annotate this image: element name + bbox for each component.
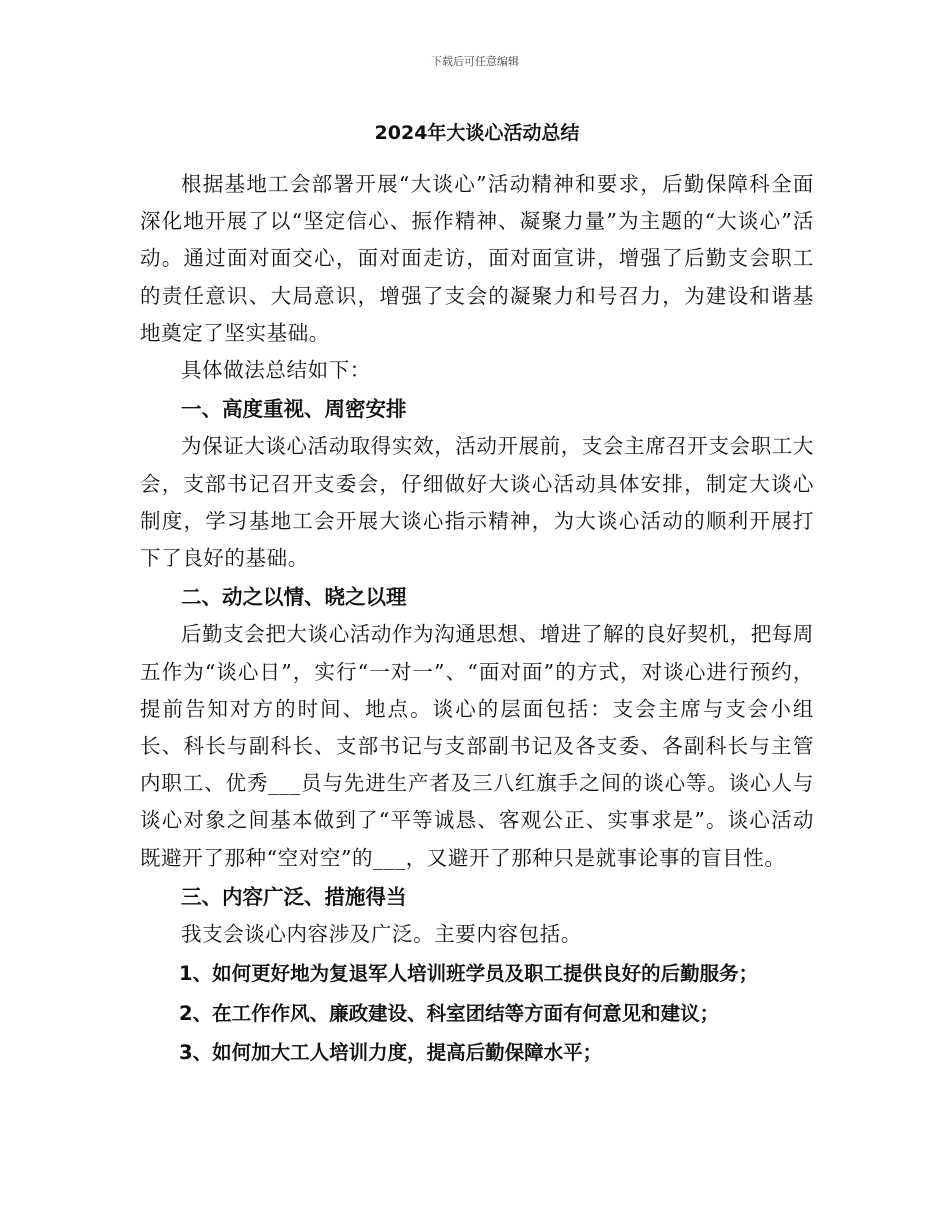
list-item-2: 2、在工作作风、廉政建设、科室团结等方面有何意见和建议； xyxy=(179,1001,720,1025)
section-heading-1: 一、高度重视、周密安排 xyxy=(181,397,407,422)
header-note: 下载后可任意编辑 xyxy=(431,55,519,68)
section-body-3: 我支会谈心内容涉及广泛。主要内容包括。 xyxy=(181,922,582,947)
section-heading-2: 二、动之以情、晓之以理 xyxy=(181,585,407,610)
section-body-1: 为保证大谈心活动取得实效，活动开展前，支会主席召开支会职工大会，支部书记召开支委会，仔细做好大谈心活动具体安排，制定大谈心制度，学习基地工会开展大谈心指示精神，为大谈心活动的顺利开展打下了良好的基础。 xyxy=(140,434,814,571)
section-body-2: 后勤支会把大谈心活动作为沟通思想、增进了解的良好契机，把每周五作为“谈心日”，实行“一对一”、“面对面”的方式，对谈心进行预约，提前告知对方的时间、地点。谈心的层面包括：支会主席与支会小组长、科长与副科长、支部书记与支部副书记及各支委、各副科长与主管内职工、优秀___员与先进生产者及三八红旗手之间的谈心等。谈心人与谈心对象之间基本做到了“平等诚恳、客观公正、实事求是”。谈心活动既避开了那种“空对空”的___，又避开了那种只是就事论事的盲目性。 xyxy=(140,622,814,870)
list-item-3: 3、如何加大工人培训力度，提高后勤保障水平； xyxy=(179,1041,603,1065)
document-title: 2024年大谈心活动总结 xyxy=(374,122,580,144)
document-body xyxy=(140,118,814,1072)
intro-paragraph: 根据基地工会部署开展“大谈心”活动精神和要求，后勤保障科全面深化地开展了以“坚定信心、振作精神、凝聚力量”为主题的“大谈心”活动。通过面对面交心，面对面走访，面对面宣讲，增强了后勤支会职工的责任意识、大局意识，增强了支会的凝聚力和号召力，为建设和谐基地奠定了坚实基础。 xyxy=(140,172,814,345)
list-item-1: 1、如何更好地为复退军人培训班学员及职工提供良好的后勤服务； xyxy=(179,962,759,986)
section-heading-3: 三、内容广泛、措施得当 xyxy=(181,884,407,909)
summary-lead: 具体做法总结如下： xyxy=(181,358,371,383)
